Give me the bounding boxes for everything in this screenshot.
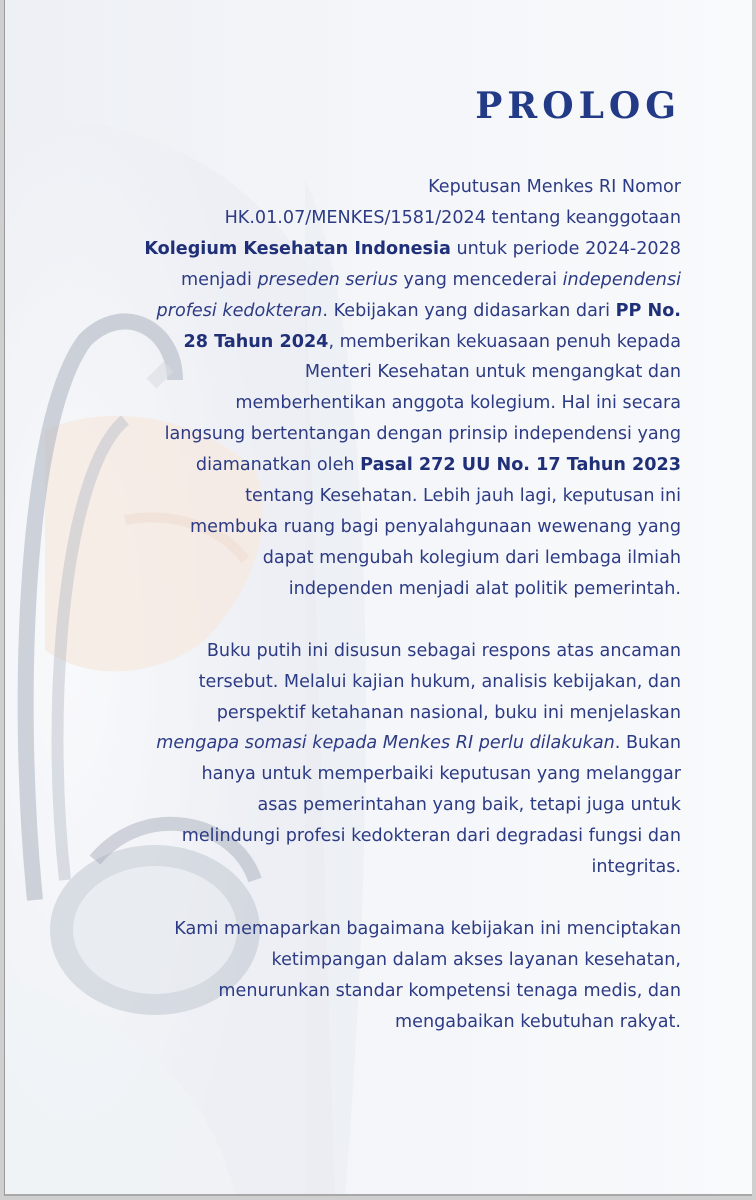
text-line [81, 976, 681, 1007]
text-segment: Keputusan Menkes RI Nomor [428, 177, 681, 197]
text-segment: membuka ruang bagi penyalahgunaan wewenang yang [189, 516, 681, 537]
text-line [81, 790, 681, 821]
text-line [81, 574, 681, 605]
text-line [81, 667, 681, 698]
text-line [81, 172, 681, 203]
text-line [81, 759, 681, 790]
bold-text: Pasal 272 UU No. 17 Tahun 2023 [360, 455, 681, 476]
text-segment: . Kebijakan yang didasarkan dari [322, 300, 616, 321]
text-segment: diamanatkan oleh [195, 455, 361, 476]
text-line [81, 419, 681, 450]
text-line [81, 636, 681, 667]
text-segment: melindungi profesi kedokteran dari degradasi fungsi dan [181, 826, 681, 847]
text-segment: dapat mengubah kolegium dari lembaga ilmiah [262, 547, 681, 568]
paragraph-2 [81, 636, 681, 883]
text-line [81, 512, 681, 543]
text-segment: perspektif ketahanan nasional, buku ini menjelaskan [216, 702, 681, 723]
text-segment: menurunkan standar kompetensi tenaga medis, dan [218, 980, 681, 1001]
bold-text: PP No. [615, 300, 681, 321]
text-segment: hanya untuk memperbaiki keputusan yang melanggar [201, 764, 681, 785]
text-line [81, 945, 681, 976]
bold-text: Kolegium Kesehatan Indonesia [144, 238, 451, 259]
text-segment: Buku putih ini disusun sebagai respons atas ancaman [206, 640, 681, 661]
text-line [81, 481, 681, 512]
bold-text: 28 Tahun 2024 [183, 331, 329, 352]
italic-text: independensi [562, 269, 681, 290]
text-segment: , memberikan kekuasaan penuh kepada [328, 331, 681, 352]
text-line [81, 543, 681, 574]
paragraph-3 [81, 914, 681, 1038]
paragraph-1 [81, 172, 681, 605]
page-title: PROLOG [475, 85, 681, 127]
text-segment: tersebut. Melalui kajian hukum, analisis kebijakan, dan [198, 671, 681, 692]
text-segment: . Bukan [614, 733, 681, 754]
text-segment: tentang Kesehatan. Lebih jauh lagi, keputusan ini [245, 486, 681, 507]
italic-text: preseden serius [257, 269, 398, 290]
text-segment: mengabaikan kebutuhan rakyat. [395, 1011, 681, 1032]
text-line [81, 821, 681, 852]
text-layer [5, 0, 752, 1196]
text-line [81, 1007, 681, 1038]
text-line [81, 265, 681, 296]
italic-text: profesi kedokteran [156, 300, 323, 321]
text-segment: memberhentikan anggota kolegium. Hal ini secara [235, 393, 681, 414]
text-line [81, 728, 681, 759]
text-line [81, 698, 681, 729]
text-line [81, 327, 681, 358]
prolog-body [81, 172, 681, 1069]
text-line [81, 296, 681, 327]
text-segment: integritas. [591, 857, 681, 878]
text-segment: menjadi [181, 269, 258, 290]
text-line [81, 388, 681, 419]
text-segment: langsung bertentangan dengan prinsip independensi yang [164, 424, 681, 445]
document-page [4, 0, 752, 1196]
text-line [81, 234, 681, 265]
text-line [81, 852, 681, 883]
text-segment: Kami memaparkan bagaimana kebijakan ini menciptakan [174, 918, 681, 939]
text-segment: independen menjadi alat politik pemerintah. [288, 578, 681, 599]
text-segment: Menteri Kesehatan untuk mengangkat dan [304, 362, 681, 383]
text-segment: ketimpangan dalam akses layanan kesehatan, [271, 949, 681, 970]
text-segment: yang mencederai [397, 269, 563, 290]
text-line [81, 357, 681, 388]
text-line [81, 203, 681, 234]
text-segment: asas pemerintahan yang baik, tetapi juga untuk [257, 795, 681, 816]
text-line [81, 914, 681, 945]
text-segment: untuk periode 2024-2028 [450, 238, 681, 259]
text-segment: HK.01.07/MENKES/1581/2024 tentang keanggotaan [224, 207, 681, 228]
italic-text: mengapa somasi kepada Menkes RI perlu dilakukan [156, 733, 615, 754]
text-line [81, 450, 681, 481]
